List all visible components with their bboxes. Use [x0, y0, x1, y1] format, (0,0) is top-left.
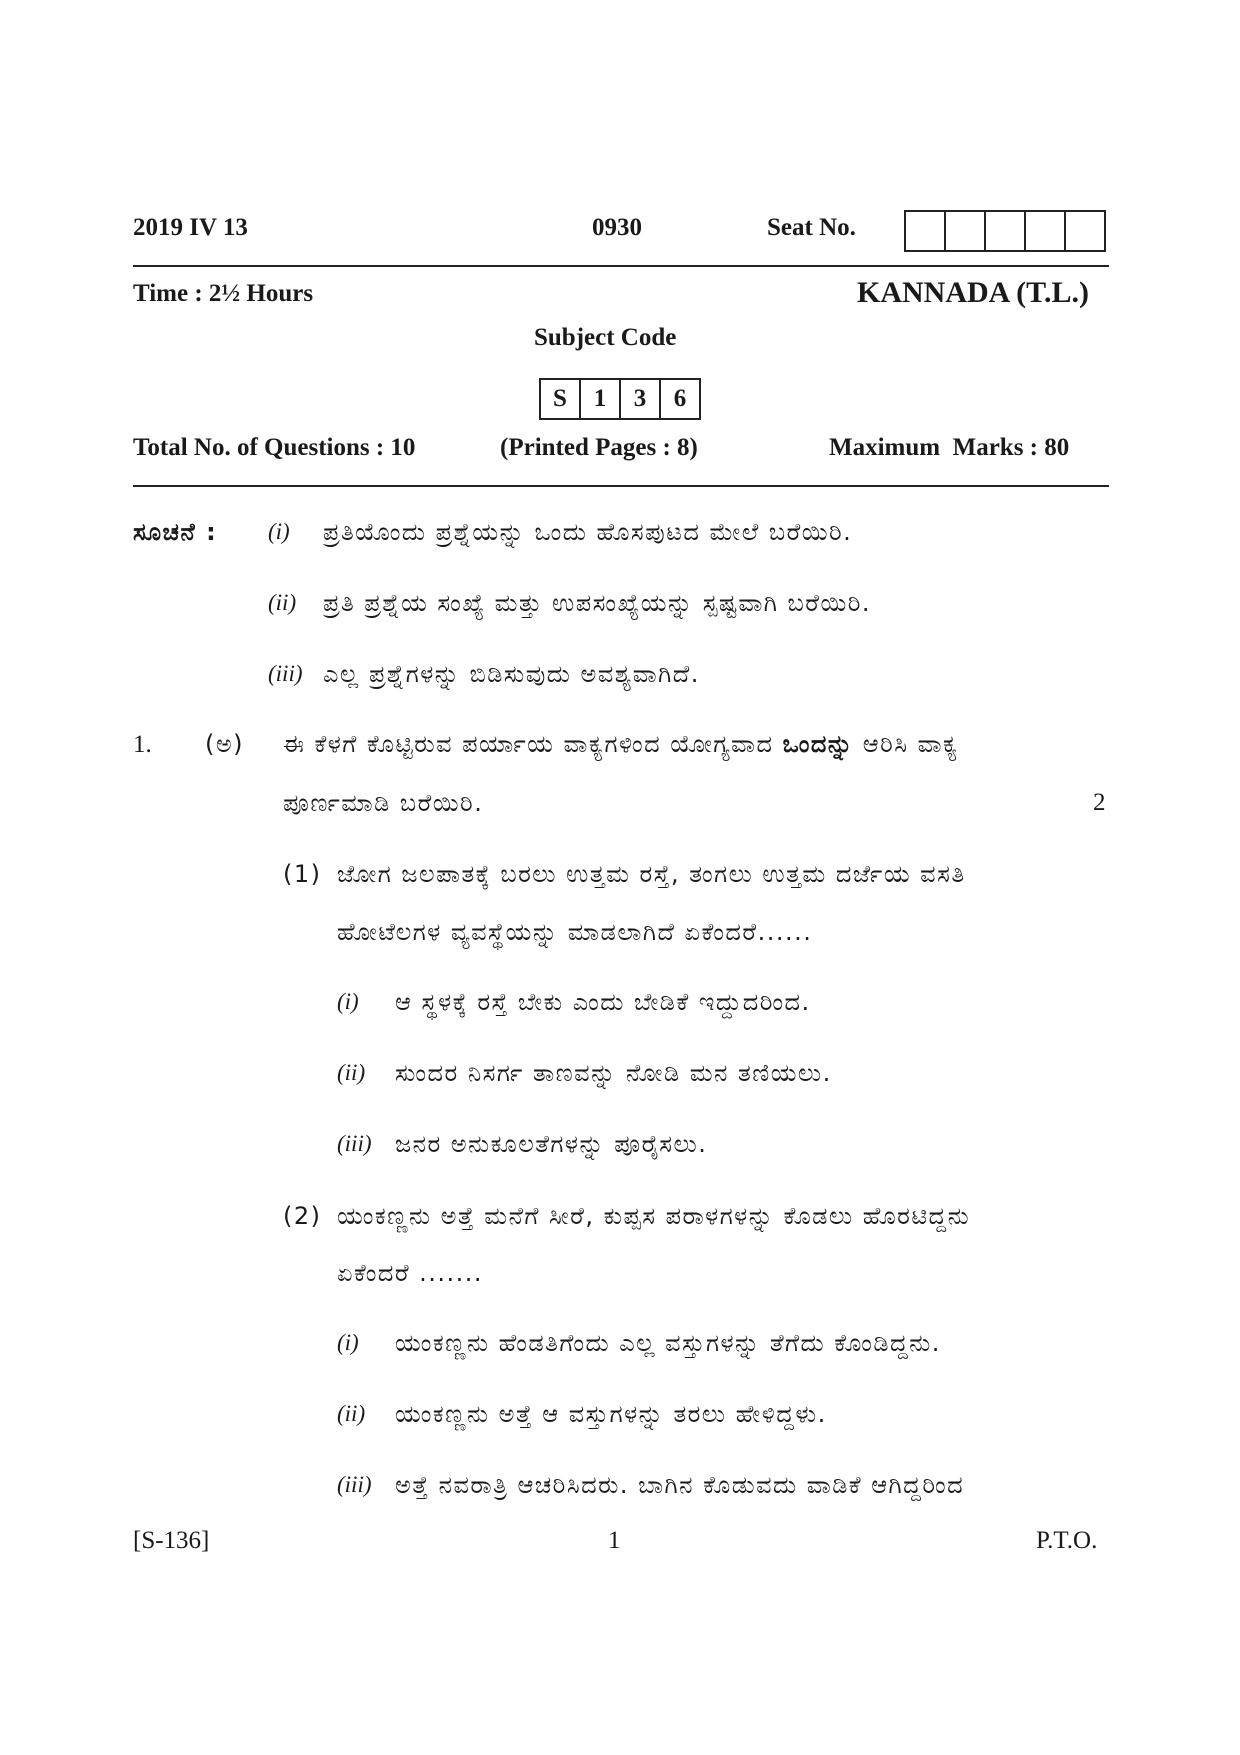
- option-number: (iii): [337, 1472, 372, 1497]
- subject-name: KANNADA (T.L.): [857, 276, 1089, 309]
- option-number: (ii): [337, 1401, 366, 1426]
- question-prompt-line2: ಪೂರ್ಣಮಾಡಿ ಬರೆಯಿರಿ.: [283, 789, 484, 817]
- maximum-marks: Maximum Marks : 80: [829, 434, 1070, 461]
- option-text: ಆ ಸ್ಥಳಕ್ಕೆ ರಸ್ತೆ ಬೇಕು ಎಂದು ಬೇಡಿಕೆ ಇದ್ದುದರಿಂದ.: [395, 988, 811, 1016]
- seat-box[interactable]: [986, 212, 1026, 250]
- seat-box[interactable]: [906, 212, 946, 250]
- total-questions: Total No. of Questions : 10: [133, 434, 416, 461]
- instructions-label: ಸೂಚನೆ :: [133, 518, 218, 546]
- option-text: ಯಂಕಣ್ಣನು ಅತ್ತೆ ಆ ವಸ್ತುಗಳನ್ನು ತರಲು ಹೇಳಿದ್ದಳು.: [395, 1400, 827, 1428]
- subquestion-text-line2: ಏಕೆಂದರೆ .......: [337, 1259, 484, 1287]
- instruction-text: ಪ್ರತಿಯೊಂದು ಪ್ರಶ್ನೆಯನ್ನು ಒಂದು ಹೊಸಪುಟದ ಮೇಲೆ ಬರೆಯಿರಿ.: [323, 518, 853, 546]
- printed-pages: (Printed Pages : 8): [500, 434, 698, 461]
- option-text: ಸುಂದರ ನಿಸರ್ಗ ತಾಣವನ್ನು ನೋಡಿ ಮನ ತಣಿಯಲು.: [395, 1059, 832, 1087]
- prompt-text: ಆರಿಸಿ ವಾಕ್ಯ: [853, 730, 959, 758]
- date-code: 2019 IV 13: [133, 214, 248, 241]
- subject-code-char: 1: [581, 380, 621, 418]
- seat-label: Seat No.: [767, 214, 856, 241]
- exam-time: Time : 2½ Hours: [133, 280, 314, 307]
- question-number: 1.: [133, 731, 152, 758]
- subject-code-label: Subject Code: [534, 324, 677, 351]
- page-number: 1: [608, 1527, 621, 1554]
- question-prompt: [283, 730, 959, 758]
- paper-code: 0930: [592, 214, 642, 241]
- instruction-number: (iii): [268, 661, 303, 686]
- subquestion-text: ಜೋಗ ಜಲಪಾತಕ್ಕೆ ಬರಲು ಉತ್ತಮ ರಸ್ತೆ, ತಂಗಲು ಉತ್ತಮ ದರ್ಜೆಯ ವಸತಿ: [337, 860, 966, 888]
- option-text: ಅತ್ತೆ ನವರಾತ್ರಿ ಆಚರಿಸಿದರು. ಬಾಗಿನ ಕೊಡುವದು ವಾಡಿಕೆ ಆಗಿದ್ದರಿಂದ: [395, 1471, 965, 1499]
- question-marks: 2: [1093, 789, 1106, 816]
- instruction-number: (i): [268, 519, 290, 544]
- option-number: (ii): [337, 1060, 366, 1085]
- subject-code-char: 3: [621, 380, 661, 418]
- option-number: (iii): [337, 1131, 372, 1156]
- subject-code-char: 6: [673, 385, 687, 412]
- subquestion-text: ಯಂಕಣ್ಣನು ಅತ್ತೆ ಮನೆಗೆ ಸೀರೆ, ಕುಪ್ಪಸ ಪರಾಳಗಳನ್ನು ಕೊಡಲು ಹೊರಟಿದ್ದನು: [337, 1202, 971, 1230]
- prompt-text: ಈ ಕೆಳಗೆ ಕೊಟ್ಟಿರುವ ಪರ್ಯಾಯ ವಾಕ್ಯಗಳಿಂದ ಯೋಗ್ಯವಾದ: [283, 730, 783, 758]
- seat-number-boxes[interactable]: [904, 210, 1106, 252]
- header-divider-top: [133, 265, 1109, 267]
- header-divider-bottom: [133, 485, 1109, 487]
- subquestion-text-line2: ಹೋಟೆಲಗಳ ವ್ಯವಸ್ಥೆಯನ್ನು ಮಾಡಲಾಗಿದೆ ಏಕೆಂದರೆ......: [337, 918, 813, 946]
- footer-paper-code: [S-136]: [133, 1527, 210, 1554]
- seat-box[interactable]: [1026, 212, 1066, 250]
- question-part-label: (ಅ): [205, 730, 245, 758]
- seat-box[interactable]: [946, 212, 986, 250]
- option-text: ಯಂಕಣ್ಣನು ಹೆಂಡತಿಗೆಂದು ಎಲ್ಲ ವಸ್ತುಗಳನ್ನು ತೆಗೆದು ಕೊಂಡಿದ್ದನು.: [395, 1329, 941, 1357]
- instruction-number: (ii): [268, 590, 297, 615]
- option-number: (i): [337, 989, 359, 1014]
- subject-code-char: S: [541, 380, 581, 418]
- prompt-emphasis: ಒಂದನ್ನು: [782, 730, 854, 758]
- option-number: (i): [337, 1330, 359, 1355]
- instruction-text: ಪ್ರತಿ ಪ್ರಶ್ನೆಯ ಸಂಖ್ಯೆ ಮತ್ತು ಉಪಸಂಖ್ಯೆಯನ್ನು ಸ್ಪಷ್ಟವಾಗಿ ಬರೆಯಿರಿ.: [323, 589, 872, 617]
- please-turn-over: P.T.O.: [1036, 1527, 1098, 1554]
- seat-box[interactable]: [1066, 212, 1104, 250]
- subject-code-boxes: [539, 378, 701, 420]
- subquestion-number: (1): [283, 860, 322, 888]
- subquestion-number: (2): [283, 1202, 322, 1230]
- instruction-text: ಎಲ್ಲ ಪ್ರಶ್ನೆಗಳನ್ನು ಬಿಡಿಸುವುದು ಅವಶ್ಯವಾಗಿದೆ.: [323, 660, 700, 688]
- option-text: ಜನರ ಅನುಕೂಲತೆಗಳನ್ನು ಪೂರೈಸಲು.: [395, 1130, 708, 1158]
